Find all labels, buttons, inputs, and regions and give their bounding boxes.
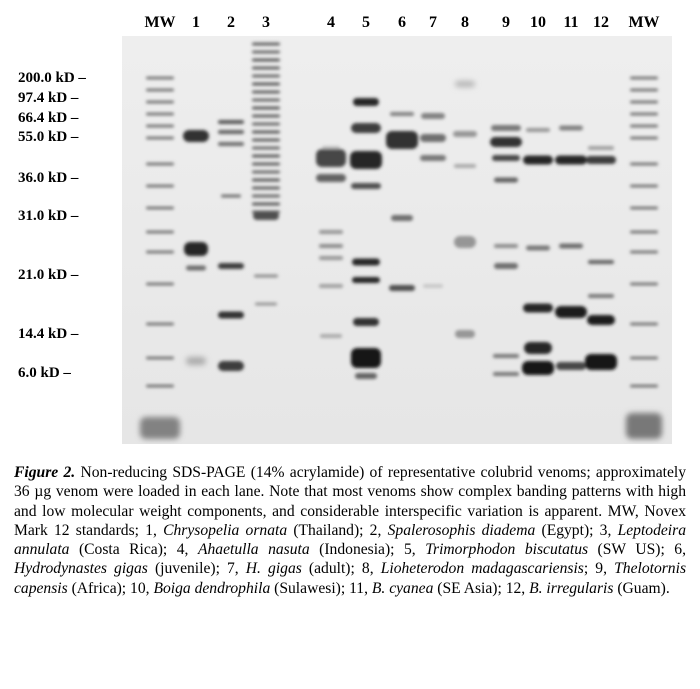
figure-caption	[14, 463, 686, 598]
gel-smear	[626, 413, 662, 439]
gel-band	[252, 171, 280, 174]
gel-band	[252, 43, 280, 46]
gel-band	[146, 163, 174, 166]
gel-band	[146, 207, 174, 210]
gel-band	[146, 125, 174, 128]
caption-segment: (juvenile); 7,	[147, 560, 246, 578]
gel-band	[352, 277, 380, 283]
gel-band	[353, 98, 379, 106]
gel-band	[146, 185, 174, 188]
gel-band	[494, 244, 518, 248]
caption-segment: Non-reducing SDS-PAGE (14% acrylamide) of representative colubrid venoms; approximately 36 µg venom were loaded in each lane. Note that most venoms show complex banding patterns with high and low molecular weight components, and considerable interspecific variation is apparent. MW, Novex Mark 12 standards; 1,	[14, 464, 687, 539]
gel-band	[184, 242, 208, 256]
gel-band	[218, 130, 244, 134]
lane-label-6: 6	[398, 14, 406, 31]
species-name: H. gigas	[245, 560, 302, 578]
gel-band	[556, 362, 586, 370]
gel-band	[630, 163, 658, 166]
gel-band	[453, 131, 477, 137]
gel-band	[630, 283, 658, 286]
mw-marker-200: 200.0 kD –	[18, 70, 86, 86]
caption-segment: (Guam).	[613, 579, 670, 597]
gel-band	[454, 164, 476, 168]
gel-band	[252, 187, 280, 190]
gel-band	[559, 244, 583, 249]
gel-band	[350, 151, 382, 169]
gel-band	[454, 236, 476, 248]
gel-band	[588, 146, 614, 150]
gel-band	[218, 312, 244, 319]
gel-band	[555, 306, 587, 318]
gel-band	[316, 149, 346, 167]
lane-label-2: 2	[227, 14, 235, 31]
gel-band	[586, 156, 616, 164]
gel-band	[494, 263, 518, 269]
caption-text	[14, 464, 686, 597]
gel-band	[524, 342, 552, 354]
gel-band	[146, 101, 174, 104]
gel-band	[320, 334, 342, 338]
mw-marker-14: 14.4 kD –	[18, 326, 79, 342]
lane-label-mw-right: MW	[628, 14, 660, 31]
gel-band	[146, 357, 174, 360]
gel-band	[555, 156, 587, 165]
caption-segment: (adult); 8,	[301, 560, 381, 578]
gel-band	[630, 207, 658, 210]
gel-band	[146, 251, 174, 254]
gel-band	[630, 137, 658, 140]
mw-marker-6: 6.0 kD –	[18, 365, 71, 381]
lane-label-3: 3	[262, 14, 270, 31]
gel-band	[389, 285, 415, 291]
gel-band	[587, 315, 615, 325]
gel-band	[630, 125, 658, 128]
gel-band	[252, 147, 280, 150]
gel-smear	[186, 357, 206, 365]
gel-band	[390, 112, 414, 116]
gel-band	[146, 137, 174, 140]
gel-band	[490, 137, 522, 147]
gel-band	[255, 303, 277, 306]
gel-image	[122, 36, 672, 444]
gel-band	[254, 275, 278, 278]
gel-band	[630, 113, 658, 116]
gel-band	[218, 263, 244, 269]
mw-marker-21: 21.0 kD –	[18, 267, 79, 283]
gel-band	[252, 51, 280, 54]
gel-band	[630, 77, 658, 80]
lane-label-4: 4	[327, 14, 335, 31]
species-name: Hydrodynastes gigas	[14, 560, 148, 578]
gel-band	[420, 134, 446, 142]
gel-band	[252, 83, 280, 86]
gel-band	[253, 212, 279, 220]
gel-band	[588, 260, 614, 264]
gel-band	[588, 294, 614, 298]
gel-band	[523, 304, 553, 313]
gel-band	[319, 244, 343, 248]
gel-band	[493, 372, 519, 376]
species-name: B. irregularis	[529, 579, 614, 597]
gel-band	[630, 251, 658, 254]
lane-label-10: 10	[530, 14, 546, 31]
mw-marker-55: 55.0 kD –	[18, 129, 79, 145]
gel-band	[252, 59, 280, 62]
gel-band	[252, 163, 280, 166]
gel-band	[252, 179, 280, 182]
gel-band	[386, 131, 418, 149]
gel-band	[420, 155, 446, 161]
gel-band	[218, 120, 244, 124]
gel-band	[146, 113, 174, 116]
mw-marker-31: 31.0 kD –	[18, 208, 79, 224]
caption-segment: (Africa); 10,	[67, 579, 154, 597]
gel-band	[186, 266, 206, 271]
gel-band	[526, 246, 550, 251]
gel-band	[391, 215, 413, 221]
gel-band	[252, 115, 280, 118]
figure-label: Figure 2.	[14, 464, 76, 481]
caption-segment: (Sulawesi); 11,	[270, 579, 372, 597]
gel-band	[146, 385, 174, 388]
lane-label-1: 1	[192, 14, 200, 31]
lane-label-8: 8	[461, 14, 469, 31]
lane-label-12: 12	[593, 14, 609, 31]
species-name: Chrysopelia ornata	[163, 521, 288, 539]
caption-segment: (SW US); 6,	[588, 541, 687, 559]
gel-band	[455, 330, 475, 338]
mw-marker-66: 66.4 kD –	[18, 110, 79, 126]
gel-band	[252, 123, 280, 126]
gel-band	[492, 155, 520, 161]
gel-band	[252, 67, 280, 70]
gel-band	[522, 361, 554, 375]
gel-band	[252, 107, 280, 110]
gel-band	[252, 195, 280, 198]
gel-band	[630, 357, 658, 360]
gel-band	[252, 99, 280, 102]
gel-band	[526, 128, 550, 132]
gel-band	[630, 231, 658, 234]
gel-smear	[140, 417, 180, 439]
gel-band	[319, 256, 343, 260]
gel-band	[252, 203, 280, 206]
gel-band	[493, 354, 519, 358]
gel-band	[523, 156, 553, 165]
gel-band	[352, 259, 380, 266]
gel-band	[494, 178, 518, 183]
gel-band	[146, 89, 174, 92]
lane-label-mw-left: MW	[144, 14, 176, 31]
lane-label-9: 9	[502, 14, 510, 31]
gel-band	[146, 77, 174, 80]
mw-marker-97: 97.4 kD –	[18, 90, 79, 106]
mw-marker-36: 36.0 kD –	[18, 170, 79, 186]
species-name: Lioheterodon madagascariensis	[380, 560, 584, 578]
gel-band	[183, 130, 209, 142]
gel-band	[218, 361, 244, 371]
species-name: Spalerosophis diadema	[387, 521, 536, 539]
caption-segment: (Costa Rica); 4,	[69, 541, 198, 559]
gel-band	[491, 125, 521, 131]
gel-band	[630, 89, 658, 92]
gel-band	[252, 139, 280, 142]
gel-band	[316, 174, 346, 182]
lane-label-5: 5	[362, 14, 370, 31]
caption-segment: (Indonesia); 5,	[309, 541, 426, 559]
species-name: Leptodeira annulata	[14, 521, 686, 559]
gel-band	[630, 185, 658, 188]
gel-band	[351, 348, 381, 368]
gel-band	[252, 155, 280, 158]
species-name: Trimorphodon biscutatus	[425, 541, 589, 559]
gel-band	[146, 283, 174, 286]
gel-band	[421, 113, 445, 119]
species-name: Boiga dendrophila	[153, 579, 271, 597]
caption-segment: (SE Asia); 12,	[433, 579, 530, 597]
gel-band	[218, 142, 244, 146]
caption-segment: (Egypt); 3,	[535, 521, 618, 539]
gel-band	[559, 126, 583, 131]
gel-band	[630, 101, 658, 104]
gel-band	[319, 284, 343, 288]
species-name: B. cyanea	[371, 579, 434, 597]
gel-band	[319, 230, 343, 234]
gel-band	[630, 385, 658, 388]
gel-band	[630, 323, 658, 326]
gel-band	[252, 91, 280, 94]
gel-band	[221, 195, 241, 198]
gel-band	[146, 323, 174, 326]
gel-smear	[455, 81, 475, 87]
gel-band	[351, 183, 381, 189]
lane-label-7: 7	[429, 14, 437, 31]
gel-band	[585, 354, 617, 370]
species-name: Ahaetulla nasuta	[197, 541, 310, 559]
species-name: Thelotornis capensis	[14, 560, 687, 597]
gel-band	[355, 373, 377, 379]
gel-band	[353, 318, 379, 326]
gel-band	[252, 75, 280, 78]
caption-segment: ; 9,	[583, 560, 615, 578]
gel-band	[252, 131, 280, 134]
gel-band	[351, 123, 381, 133]
caption-segment: (Thailand); 2,	[287, 521, 388, 539]
gel-band	[146, 231, 174, 234]
gel-band	[423, 284, 443, 288]
lane-label-11: 11	[563, 14, 579, 31]
